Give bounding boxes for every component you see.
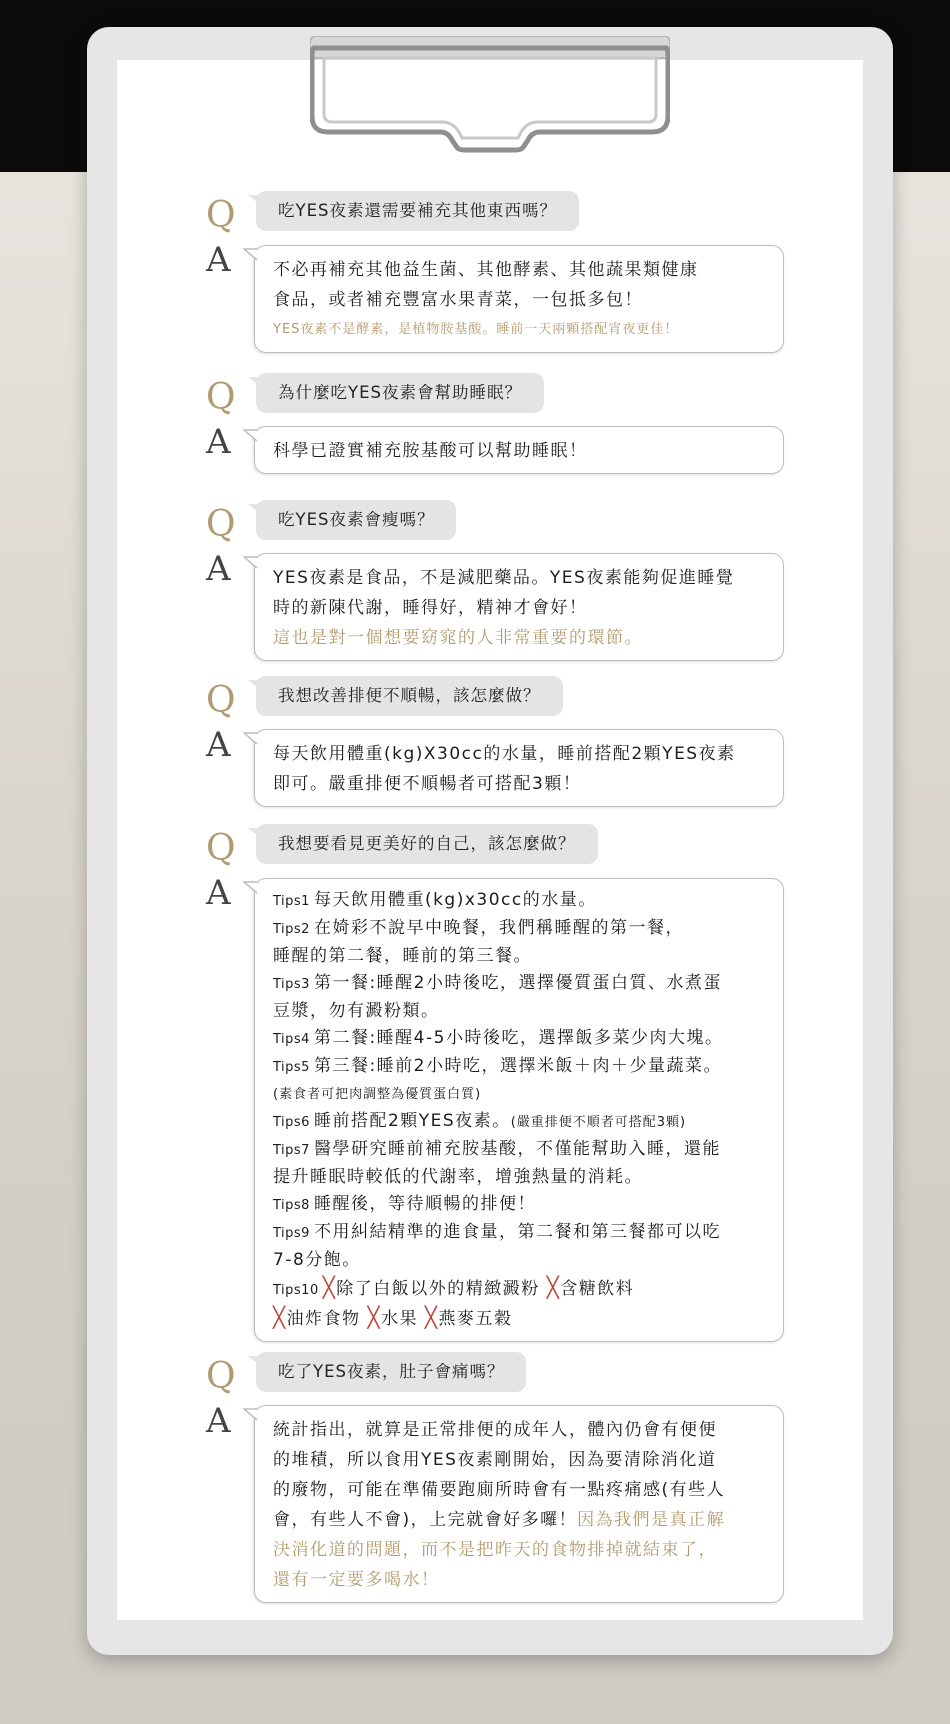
tip-small-note: (嚴重排便不順者可搭配3顆) — [510, 1115, 687, 1130]
answer-line: 即可。嚴重排便不順暢者可搭配3顆！ — [273, 774, 582, 794]
question-text: 為什麼吃YES夜素會幫助睡眠？ — [278, 383, 522, 402]
answer-line: 統計指出，就算是正常排便的成年人，體內仍會有便便 — [273, 1420, 717, 1440]
cross-icon: ╳ — [424, 1305, 439, 1329]
tip-item — [273, 1219, 783, 1247]
question-text: 我想改善排便不順暢，該怎麼做？ — [278, 686, 541, 705]
tip-label: Tips6 — [273, 1115, 310, 1130]
tip-label: Tips8 — [273, 1198, 310, 1213]
answer-gold-line: 還有一定要多喝水！ — [273, 1570, 440, 1590]
answer-bubble — [254, 1405, 784, 1603]
tip-item — [273, 970, 783, 998]
tip-avoid-item: 水果 — [381, 1309, 418, 1329]
tip-label: Tips9 — [273, 1226, 310, 1241]
tip-text: 醫學研究睡前補充胺基酸，不僅能幫助入睡，還能 — [313, 1139, 721, 1159]
tip-avoid-item: 含糖飲料 — [560, 1279, 635, 1299]
question-bubble — [256, 500, 456, 540]
tip-text: 睡前搭配2顆YES夜素。 — [313, 1111, 511, 1131]
tip-item — [273, 1025, 783, 1053]
tip-continuation: 睡醒的第二餐，睡前的第三餐。 — [273, 946, 532, 966]
tip-label: Tips7 — [273, 1143, 310, 1158]
a-mark: A — [206, 725, 231, 765]
bubble-tail-icon — [243, 556, 259, 570]
answer-note: 這也是對一個想要窈窕的人非常重要的環節。 — [273, 628, 643, 648]
q-mark: Q — [206, 377, 236, 418]
bubble-tail-icon — [243, 732, 259, 746]
tip-avoid-item: 燕麥五穀 — [438, 1309, 513, 1329]
q-mark: Q — [206, 1356, 236, 1397]
tip-item — [273, 1136, 783, 1164]
question-bubble — [256, 191, 579, 231]
answer-line: 每天飲用體重(kg)X30cc的水量，睡前搭配2顆YES夜素 — [273, 744, 736, 764]
tip-continuation: (素食者可把肉調整為優質蛋白質) — [273, 1087, 482, 1102]
tip-label: Tips10 — [273, 1283, 319, 1298]
answer-line: 食品，或者補充豐富水果青菜，一包抵多包！ — [273, 290, 643, 310]
answer-bubble — [254, 729, 784, 807]
tip-label: Tips3 — [273, 977, 310, 992]
tip-label: Tips4 — [273, 1032, 310, 1047]
tip-label: Tips5 — [273, 1060, 310, 1075]
tip-continuation — [273, 1304, 783, 1333]
tip-text: 每天飲用體重(kg)x30cc的水量。 — [313, 890, 597, 910]
tip-text: 睡醒後，等待順暢的排便！ — [313, 1194, 536, 1214]
cross-icon: ╳ — [273, 1305, 287, 1329]
answer-line: 時的新陳代謝，睡得好，精神才會好！ — [273, 598, 588, 618]
tip-continuation: 7-8分飽。 — [273, 1250, 361, 1270]
question-text: 吃YES夜素會瘦嗎？ — [278, 510, 435, 529]
a-mark: A — [206, 240, 231, 280]
question-bubble — [256, 373, 544, 413]
tip-item — [273, 1053, 783, 1081]
answer-bubble — [254, 553, 784, 661]
tip-text: 第三餐:睡前2小時吃，選擇米飯＋肉＋少量蔬菜。 — [313, 1056, 722, 1076]
question-text: 吃了YES夜素，肚子會痛嗎？ — [278, 1362, 505, 1381]
answer-line: 科學已證實補充胺基酸可以幫助睡眠！ — [273, 441, 588, 461]
answer-gold-line: 決消化道的問題，而不是把昨天的食物排掉就結束了， — [273, 1540, 717, 1560]
bubble-tail-icon — [243, 1408, 259, 1422]
a-mark: A — [206, 1401, 231, 1441]
answer-line: 不必再補充其他益生菌、其他酵素、其他蔬果類健康 — [273, 260, 699, 280]
a-mark: A — [206, 549, 231, 589]
a-mark: A — [206, 422, 231, 462]
answer-line: 的廢物，可能在準備要跑廁所時會有一點疼痛感(有些人 — [273, 1480, 726, 1500]
answer-bubble — [254, 426, 784, 474]
cross-icon: ╳ — [546, 1275, 561, 1299]
question-bubble — [256, 1352, 526, 1392]
tip-item — [273, 1274, 783, 1304]
answer-text: 會，有些人不會)，上完就會好多囉！ — [273, 1510, 578, 1530]
tip-text: 不用糾結精準的進食量，第二餐和第三餐都可以吃 — [313, 1222, 721, 1242]
answer-gold-text: 因為我們是真正解 — [577, 1510, 726, 1530]
tip-label: Tips2 — [273, 922, 310, 937]
tip-label: Tips1 — [273, 894, 310, 909]
question-text: 我想要看見更美好的自己，該怎麼做？ — [278, 834, 576, 853]
cross-icon: ╳ — [367, 1305, 381, 1329]
tip-avoid-item: 油炸食物 — [286, 1309, 361, 1329]
tip-text: 第一餐:睡醒2小時後吃，選擇優質蛋白質、水煮蛋 — [313, 973, 722, 993]
tip-item — [273, 1108, 783, 1136]
question-bubble — [256, 824, 598, 864]
q-mark: Q — [206, 680, 236, 721]
question-text: 吃YES夜素還需要補充其他東西嗎？ — [278, 201, 557, 220]
question-bubble — [256, 676, 563, 716]
bubble-tail-icon — [243, 429, 259, 443]
bubble-tail-icon — [243, 881, 259, 895]
tip-item — [273, 1191, 783, 1219]
q-mark: Q — [206, 195, 236, 236]
tip-item — [273, 915, 783, 943]
tip-text: 第二餐:睡醒4-5小時後吃，選擇飯多菜少肉大塊。 — [313, 1028, 724, 1048]
a-mark: A — [206, 873, 231, 913]
tip-text: 在婍彩不說早中晚餐，我們稱睡醒的第一餐， — [313, 918, 684, 938]
answer-bubble — [254, 245, 784, 353]
tip-continuation: 提升睡眠時較低的代謝率，增強熱量的消耗。 — [273, 1167, 643, 1187]
tip-item — [273, 887, 783, 915]
tip-avoid-item: 除了白飯以外的精緻澱粉 — [336, 1279, 540, 1299]
answer-bubble — [254, 878, 784, 1342]
answer-line: YES夜素是食品，不是減肥藥品。YES夜素能夠促進睡覺 — [273, 568, 735, 588]
cross-icon: ╳ — [322, 1275, 337, 1299]
q-mark: Q — [206, 504, 236, 545]
q-mark: Q — [206, 828, 236, 869]
answer-line — [273, 1505, 783, 1535]
bubble-tail-icon — [243, 248, 259, 262]
tip-continuation: 豆漿，勿有澱粉類。 — [273, 1001, 440, 1021]
clipboard-clip — [310, 36, 670, 156]
answer-line: 的堆積，所以食用YES夜素剛開始，因為要清除消化道 — [273, 1450, 717, 1470]
answer-note: YES夜素不是酵素，是植物胺基酸。睡前一天兩顆搭配宵夜更佳！ — [273, 322, 679, 337]
